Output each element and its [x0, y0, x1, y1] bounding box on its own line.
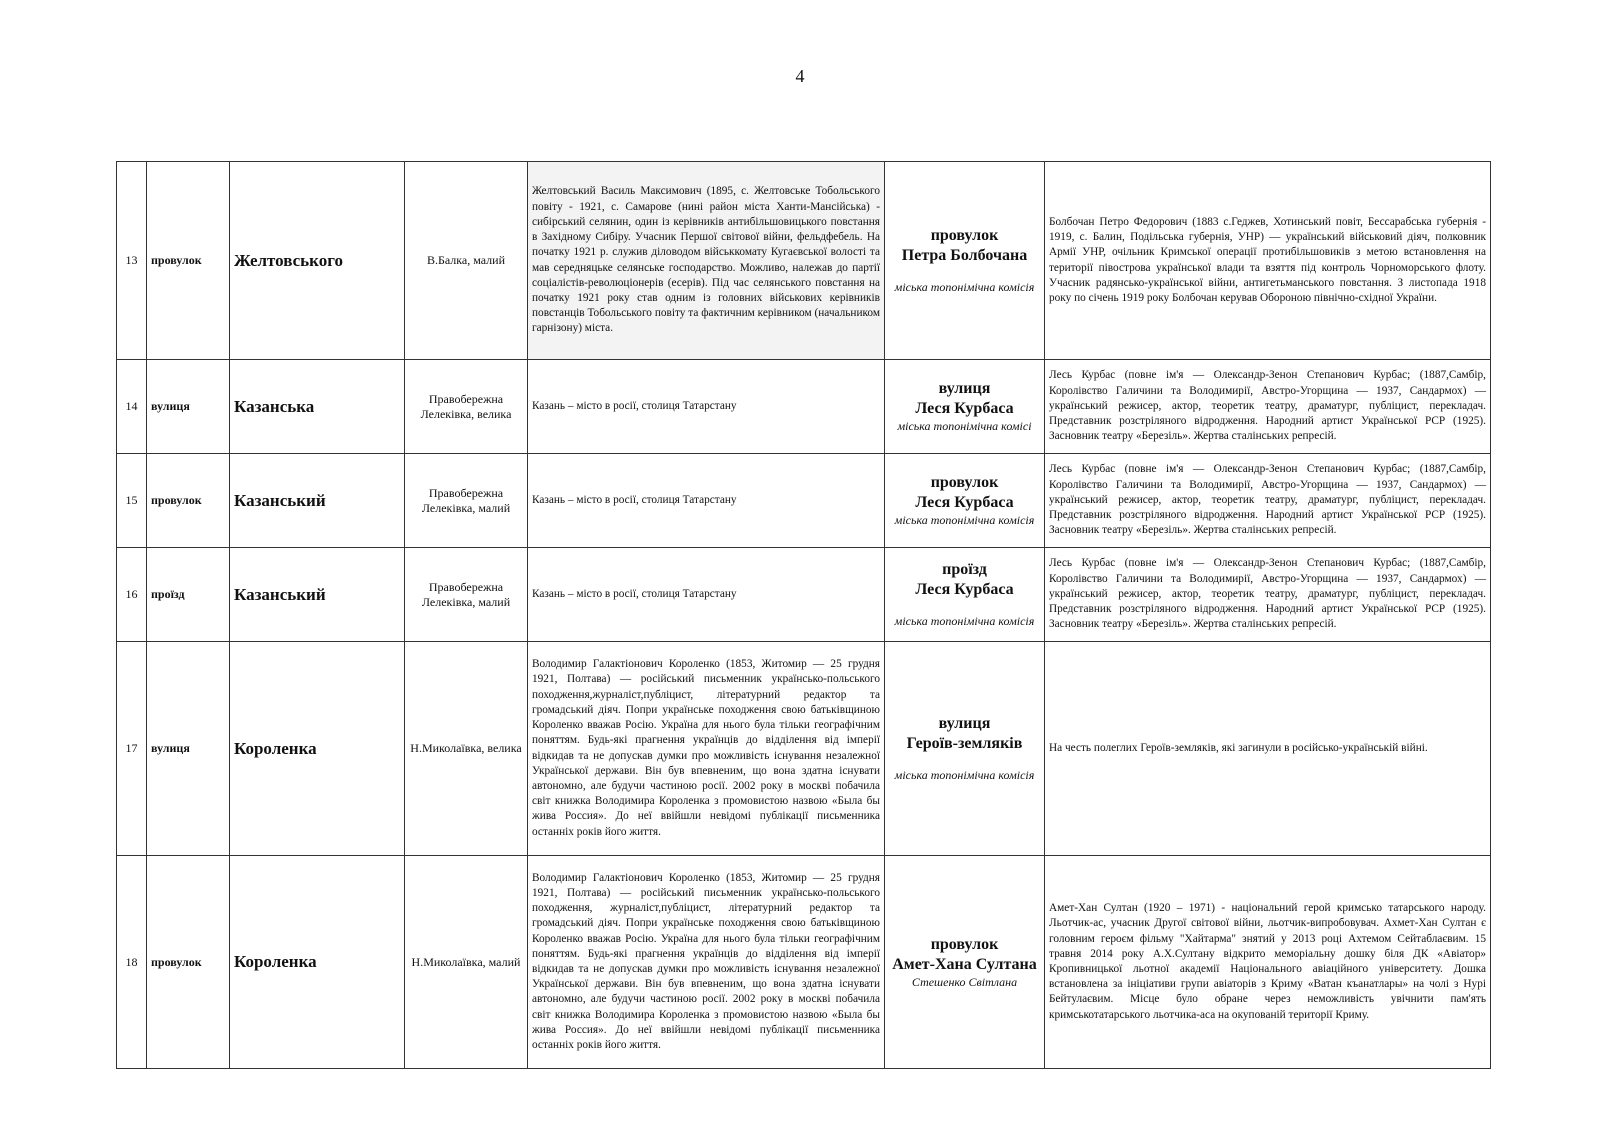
street-type: провулок [147, 162, 230, 360]
location: Правобережна Лелеківка, велика [405, 360, 528, 454]
name-description: Казань – місто в росії, столиця Татарстану [528, 548, 885, 642]
new-name-history: Лесь Курбас (повне ім'я — Олександр-Зенон Степанович Курбас; (1887,Самбір, Королівство Галичини та Володимирії, Австро-Угорщина — 1937, Сандармох) — український режисер, актор, теоретик театру, драматург, публіцист, перекладач. Представник розстріляного відродження. Народний артист Української РСР (1925). Засновник театру «Березіль». Жертва сталінських репресій. [1045, 454, 1491, 548]
new-name-cell [885, 454, 1045, 548]
new-name: Героїв-земляків [906, 735, 1023, 752]
proposer: міська топонімічна комісія [894, 768, 1035, 782]
proposer: міська топонімічна комісія [894, 614, 1035, 628]
new-name: Амет-Хана Султана [892, 955, 1037, 973]
new-name: Леся Курбаса [915, 581, 1014, 598]
street-type: проїзд [147, 548, 230, 642]
new-name-history: Болбочан Петро Федорович (1883 с.Геджев, Хотинський повіт, Бессарабська губернія - 1919, с. Балин, Подільська губернія, УНР) — український військовий діяч, полковник Армії УНР, очільник Кримської операції протибільшовиків з метою встановлення на території півострова української влади та взяття під контроль Чорноморського флоту. Учасник радянсько-української війни, антигетьманського повстання. З листопада 1918 року по січень 1919 року Болбочан керував Обороною північно-східної України. [1045, 162, 1491, 360]
street-type: вулиця [147, 642, 230, 856]
new-street-type: вулиця [938, 380, 991, 397]
table-row [117, 642, 1491, 856]
name-description: Казань – місто в росії, столиця Татарстану [528, 454, 885, 548]
table-row [117, 548, 1491, 642]
current-name: Казанський [230, 548, 405, 642]
table-row [117, 856, 1491, 1069]
current-name: Желтовського [230, 162, 405, 360]
proposer: міська топонімічна комісія [894, 513, 1035, 527]
new-name-history: Лесь Курбас (повне ім'я — Олександр-Зенон Степанович Курбас; (1887,Самбір, Королівство Галичини та Володимирії, Австро-Угорщина — 1937, Сандармох) — український режисер, актор, теоретик театру, драматург, публіцист, перекладач. Представник розстріляного відродження. Народний артист Української РСР (1925). Засновник театру «Березіль». Жертва сталінських репресій. [1045, 548, 1491, 642]
table-row [117, 360, 1491, 454]
location: В.Балка, малий [405, 162, 528, 360]
new-street-type: провулок [930, 935, 999, 953]
street-type: провулок [147, 856, 230, 1069]
new-name-cell [885, 360, 1045, 454]
location: Н.Миколаївка, малий [405, 856, 528, 1069]
current-name: Казанська [230, 360, 405, 454]
proposer: міська топонімічна комісія [894, 280, 1035, 294]
street-type: вулиця [147, 360, 230, 454]
location: Н.Миколаївка, велика [405, 642, 528, 856]
new-name: Леся Курбаса [915, 400, 1014, 417]
proposer: Стешенко Світлана [911, 974, 1018, 989]
new-name-cell [885, 856, 1045, 1069]
current-name: Короленка [230, 856, 405, 1069]
current-name: Казанський [230, 454, 405, 548]
new-name-history: Лесь Курбас (повне ім'я — Олександр-Зенон Степанович Курбас; (1887,Самбір, Королівство Галичини та Володимирії, Австро-Угорщина — 1937, Сандармох) — український режисер, актор, теоретик театру, драматург, публіцист, перекладач. Представник розстріляного відродження. Народний артист Української РСР (1925). Засновник театру «Березіль». Жертва сталінських репресій. [1045, 360, 1491, 454]
new-street-type: проїзд [942, 561, 987, 578]
page-number: 4 [795, 66, 805, 86]
name-description: Казань – місто в росії, столиця Татарстану [528, 360, 885, 454]
row-number: 14 [117, 360, 147, 454]
new-street-type: провулок [930, 227, 999, 244]
new-name: Леся Курбаса [915, 494, 1014, 511]
name-description: Володимир Галактіонович Короленко (1853, Житомир — 25 грудня 1921, Полтава) — російський письменник українсько-польського походження,журналіст,публіцист, літературний редактор та громадський діяч. Попри українське походження свою батьківщиною Короленко вважав Росію. Україна для нього була тільки географічним поняттям. Будь-які прагнення українців до відділення від імперії відкидав та не допускав думки про можливість існування незалежної Української держави. Він був впевненим, що вона здатна існувати автономно, але будучи частиною росії. 2002 року в москві побачила світ книжка Володимира Короленка з промовистою назвою «Была бы жива Россия». До неї ввійшли невідомі публікації письменника останніх років його життя. [528, 642, 885, 856]
row-number: 18 [117, 856, 147, 1069]
name-description: Желтовський Василь Максимович (1895, с. Желтовське Тобольського повіту - 1921, с. Самарове (нині район міста Ханти-Мансійська) - сибірський селянин, один із керівників антибільшовицького повстання в Західному Сибіру. Учасник Першої світової війни, фельдфебель. На початку 1921 р. служив діловодом військкомату Кугаєвської волості та мав середняцьке селянське господарство. Можливо, належав до партії соціалістів-революціонерів (есерів). Під час селянського повстання на початку 1921 року став одним із головних військових керівників повстанців Тобольського повіту та фактичним керівником (начальником гарнізону) міста. [528, 162, 885, 360]
new-street-type: вулиця [938, 715, 991, 732]
current-name: Короленка [230, 642, 405, 856]
row-number: 15 [117, 454, 147, 548]
street-type: провулок [147, 454, 230, 548]
proposer: міська топонімічна комісі [897, 419, 1032, 433]
location: Правобережна Лелеківка, малий [405, 454, 528, 548]
name-description: Володимир Галактіонович Короленко (1853, Житомир — 25 грудня 1921, Полтава) — російський письменник українсько-польського походження, журналіст,публіцист, літературний редактор та громадський діяч. Попри українське походження свою батьківщиною Короленко вважав Росію. Україна для нього була тільки географічним поняттям. Будь-які прагнення українців до відділення від імперії відкидав та не допускав думки про можливість існування незалежної Української держави. Він був впевненим, що вона здатна існувати автономно, але будучи частиною росії. 2002 року в москві побачила світ книжка Володимира Короленка з промовистою назвою «Была бы жива Россия». До неї ввійшли невідомі публікації письменника останніх років його життя. [528, 856, 885, 1069]
location: Правобережна Лелеківка, малий [405, 548, 528, 642]
new-name-cell [885, 162, 1045, 360]
row-number: 16 [117, 548, 147, 642]
renaming-table [116, 161, 1491, 1069]
new-street-type: провулок [930, 474, 999, 491]
row-number: 13 [117, 162, 147, 360]
table-row [117, 162, 1491, 360]
new-name: Петра Болбочана [901, 247, 1028, 264]
new-name-cell [885, 642, 1045, 856]
new-name-history: Амет-Хан Султан (1920 – 1971) - національний герой кримсько татарського народу. Льотчик-ас, учасник Другої світової війни, льотчик-випробовувач. Ахмет-Хан Султан є головним героєм фільму "Хайтарма" знятий у 2013 році Ахтемом Сейтаблаєвим. 15 травня 2014 року А.Х.Султану відкрито меморіальну дошку біля ДК «Авіатор» Кропивницької льотної академії Національного авіаційного університету. Дошка встановлена за ініціативи групи авіаторів з Криму «Ватан къанатлары» на чолі з Нурі Бейтулаєвим. Місце було обране через неможливість увічнити пам'ять кримськотатарського льотчика-аса на окупованій території Криму. [1045, 856, 1491, 1069]
new-name-cell [885, 548, 1045, 642]
row-number: 17 [117, 642, 147, 856]
new-name-history: На честь полеглих Героїв-земляків, які загинули в російсько-українській війні. [1045, 642, 1491, 856]
table-row [117, 454, 1491, 548]
